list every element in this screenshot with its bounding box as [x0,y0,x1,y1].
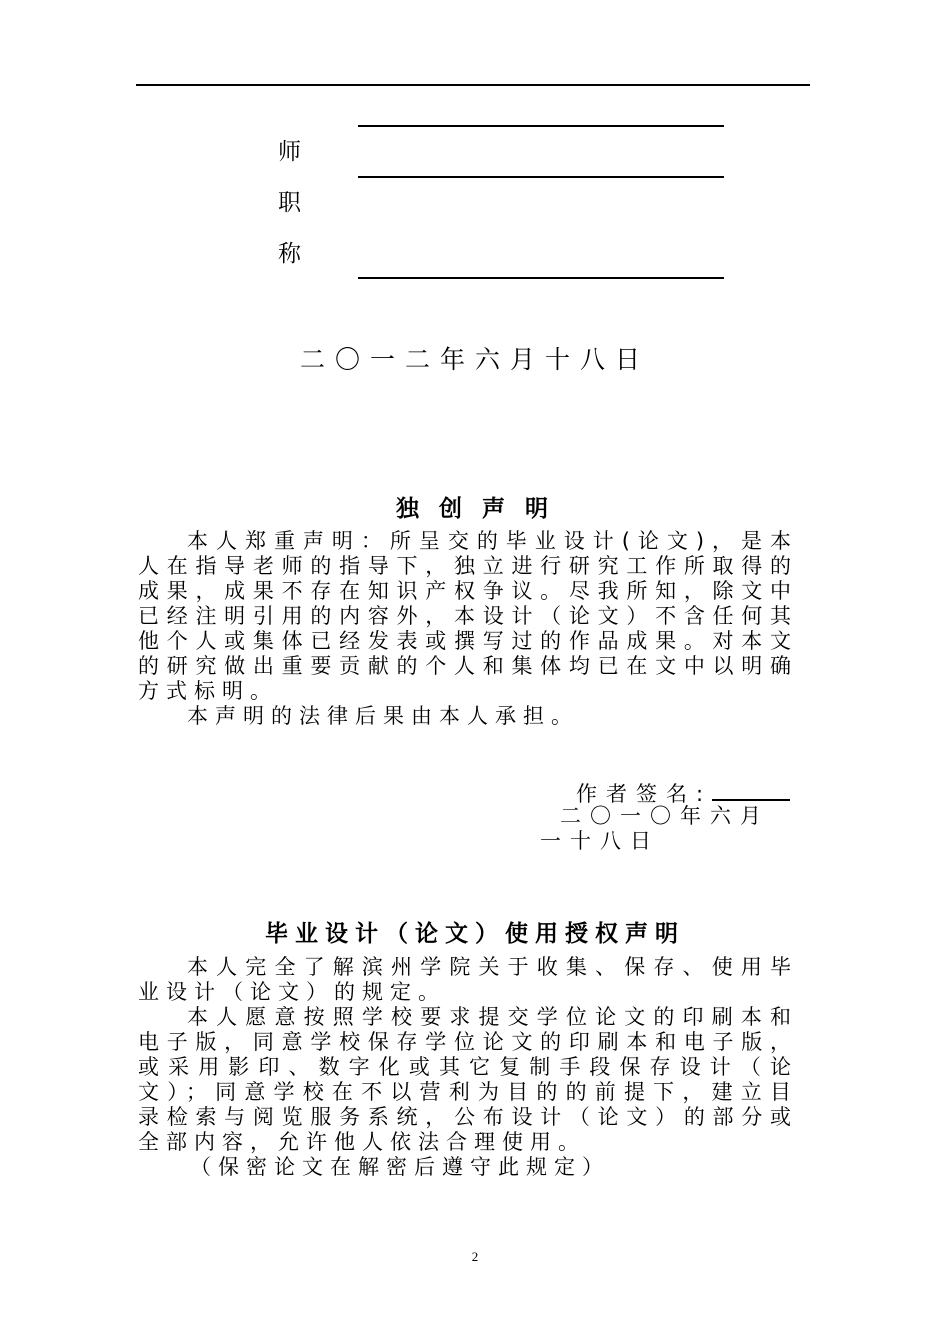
originality-heading: 独 创 声 明 [395,496,555,522]
position-field-line [358,176,724,178]
authorization-heading: 毕业设计（论文）使用授权声明 [265,921,685,947]
declaration-date-line-2: 一十八日 [540,829,660,853]
teacher-label: 师 [278,139,301,165]
top-rule [136,84,810,86]
teacher-field-line [358,125,724,127]
signature-label: 作者签名: [576,782,713,806]
position-label: 职 [278,190,301,216]
authorization-body [138,955,798,1180]
title-label: 称 [278,241,301,267]
page-number: 2 [471,1249,479,1264]
authorization-paragraph-3: （保密论文在解密后遵守此规定） [190,1155,610,1179]
title-field-line [358,277,724,279]
authorization-paragraph-1: 本人完全了解滨州学院关于收集、保存、使用毕业设计（论文）的规定。 [138,955,798,1004]
cover-date: 二〇一二年六月十八日 [299,345,650,374]
declaration-date-line-1: 二〇一〇年六月 [560,804,770,828]
author-signature [576,779,790,807]
originality-paragraph-1: 本人郑重声明：所呈交的毕业设计(论文)，是本人在指导老师的指导下，独立进行研究工作所取得的成果，成果不存在知识产权争议。尽我所知，除文中已经注明引用的内容外，本设计（论文）不含任何其他个人或集体已经发表或撰写过的作品成果。对本文的研究做出重要贡献的个人和集体均已在文中以明确方式标明。 [138,529,798,703]
originality-paragraph-2: 本声明的法律后果由本人承担。 [187,704,579,728]
signature-blank [712,779,790,801]
originality-body [138,529,798,729]
authorization-paragraph-2: 本人愿意按照学校要求提交学位论文的印刷本和电子版，同意学校保存学位论文的印刷本和电子版，或采用影印、数字化或其它复制手段保存设计（论文）；同意学校在不以营利为目的的前提下，建立目录检索与阅览服务系统，公布设计（论文）的部分或全部内容，允许他人依法合理使用。 [138,1005,798,1154]
